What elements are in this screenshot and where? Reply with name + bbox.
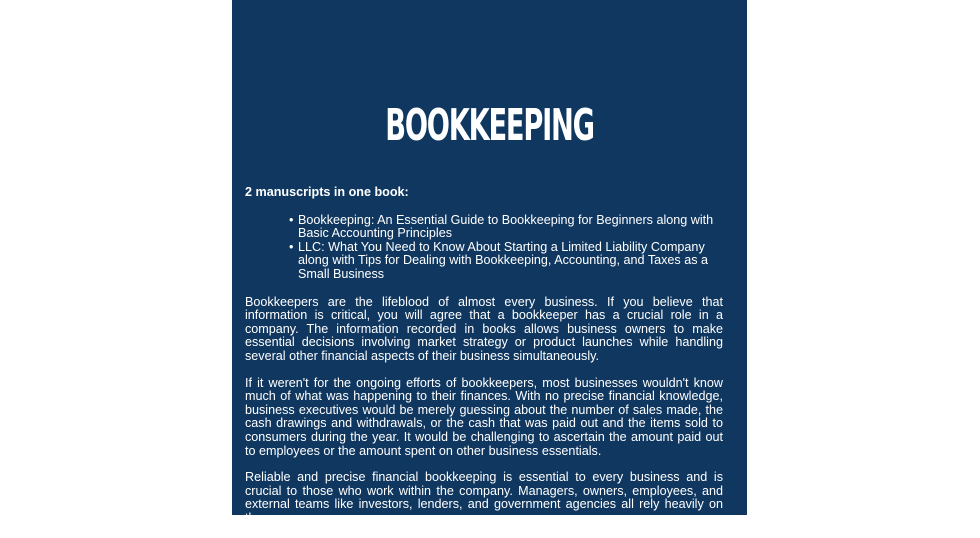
manuscript-list <box>245 214 723 282</box>
book-description-panel <box>232 0 747 525</box>
description-paragraph: Reliable and precise financial bookkeeping is essential to every business and is crucial to those who work within the company. Managers, owners, employees, and external teams like investors, lenders, and government agencies all rely heavily on the <box>245 470 723 525</box>
description-paragraph: Bookkeepers are the lifeblood of almost every business. If you believe that information is critical, you will agree that a bookkeeper has a crucial role in a company. The information recorded in books allows business owners to make essential decisions involving market strategy or product launches while handling several other financial aspects of their business simultaneously. <box>245 294 723 363</box>
bullet-icon: • <box>289 239 294 254</box>
description-paragraph: If it weren't for the ongoing efforts of bookkeepers, most businesses wouldn't know much of what was happening to their finances. With no precise financial knowledge, business executives would be merely guessing about the number of sales made, the cash drawings and withdrawals, or the cash that was paid out and the items sold to consumers during the year. It would be challenging to ascertain the amount paid out to employees or the amount spent on other business essentials. <box>245 375 723 458</box>
manuscripts-heading: 2 manuscripts in one book: <box>245 185 409 199</box>
description-content <box>245 186 723 538</box>
manuscript-item <box>289 239 715 282</box>
bullet-icon: • <box>289 212 294 227</box>
manuscript-item-text: Bookkeeping: An Essential Guide to Bookkeeping for Beginners along with Basic Accounting Principles <box>298 212 714 241</box>
book-title: BOOKKEEPING <box>385 100 594 151</box>
manuscript-item-text: LLC: What You Need to Know About Starting a Limited Liability Company along with Tips for Dealing with Bookkeeping, Accounting, and Taxes as a Small Business <box>298 239 709 281</box>
manuscript-item <box>289 212 715 241</box>
